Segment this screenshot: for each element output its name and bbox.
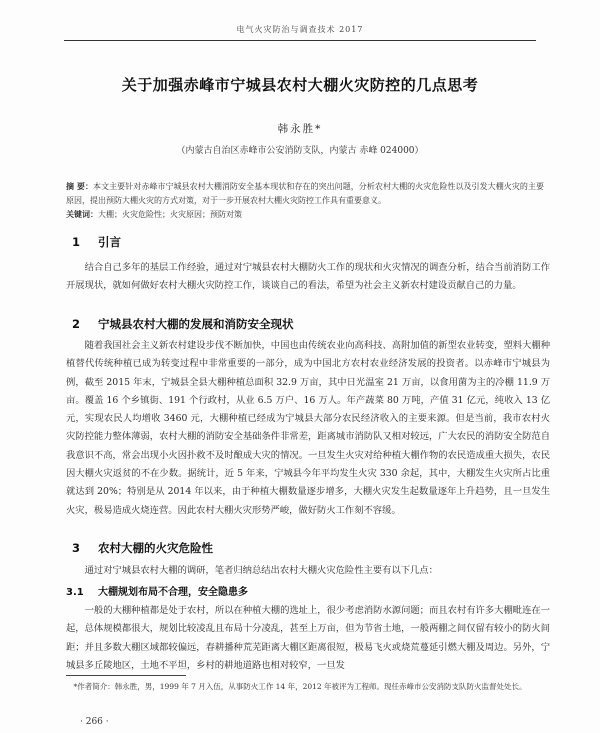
- author-name: 韩永胜*: [277, 123, 323, 135]
- subsection-heading-3-1: 3.1 大棚规划布局不合理，安全隐患多: [66, 587, 248, 598]
- paragraph-intro: 结合自己多年的基层工作经验，通过对宁城县农村大棚防火工作的现状和火灾情况的调查分析，结合当前消防工作开展现状，就如何做好农村大棚火灾防控工作，谈谈自己的看法，希望为社会主义新农村建设贡献自己的力量。: [66, 262, 550, 292]
- running-header: 电气火灾防治与调查技术 2017: [236, 25, 364, 34]
- abstract-label: 摘 要：: [66, 182, 94, 191]
- paragraph-danger-intro: 通过对宁城县农村大棚的调研，笔者归纳总结出农村大棚火灾危险性主要有以下几点：: [84, 565, 438, 576]
- author-affiliation: （内蒙古自治区赤峰市公安消防支队，内蒙古 赤峰 024000）: [176, 146, 424, 156]
- paragraph-status: 随着我国社会主义新农村建设步伐不断加快，中国也由传统农业向高科技、高附加值的新型农业转变，塑料大棚种植替代传统种植已成为转变过程中非常重要的一部分，成为中国北方农村农业经济发展的投资者。以赤峰市宁城县为例，截至 2015 年末，宁城县全县大棚种植总面积 32.9 万亩，其中日光温室 21 万亩，以食用菌为主的冷棚 11.9 万亩。覆盖 16 个乡镇街、191 个行政村，从业 6.5 万户、16 万人。年产蔬菜 80 万吨，产值 31 亿元，纯收入 13 亿元，实现农民人均增收 3460 元，大棚种植已经成为宁城县大部分农民经济收入的主要来源。但是当前，我市农村火灾防控能力整体薄弱，农村大棚的消防安全基础条件非常差，距离城市消防队又相对较远，广大农民的消防安全防范自我意识不高，常会出现小火因扑救不及时酿成大灾的情况。一旦发生火灾对给种植大棚作物的农民造成重大损失，农民因大棚火灾返贫的不在少数。据统计，近 5 年来，宁城县今年平均发生火灾 330 余起，其中，大棚发生火灾所占比重就达到 20%；特别是从 2014 年以来，由于种植大棚数量逐步增多，大棚火灾发生起数量逐年上升趋势，且一旦发生火灾，极易造成火烧连营。因此农村大棚火灾形势严峻，做好防火工作刻不容缓。: [66, 340, 550, 516]
- section-heading-2: 2 宁城县农村大棚的发展和消防安全现状: [72, 317, 294, 331]
- keywords: [66, 209, 544, 220]
- keywords-text: 大棚；火灾危险性；火灾原因；预防对策: [98, 210, 242, 219]
- article-title: 关于加强赤峰市宁城县农村大棚火灾防控的几点思考: [121, 76, 479, 94]
- section-heading-3: 3 农村大棚的火灾危险性: [72, 541, 213, 555]
- footnote-rule: [66, 675, 186, 676]
- section-heading-1: 1 引言: [72, 235, 121, 249]
- keywords-label: 关键词：: [66, 210, 98, 219]
- header-rule: [64, 40, 536, 41]
- author-footnote: *作者简介：韩永胜，男，1999 年 7 月入伍，从事防火工作 14 年，2012 年被评为工程师。现任赤峰市公安消防支队防火监督处处长。: [73, 682, 527, 691]
- abstract: [66, 180, 544, 208]
- paragraph-layout: 一般的大棚种植都是处于农村，所以在种植大棚的选址上，很少考虑消防水源问题；而且农村有许多大棚毗连在一起，总体规模都很大，规划比较凌乱且布局十分凌乱，甚至上万亩，但为节省土地，一般两棚之间仅留有较小的防火间距；并且多数大棚区域都较偏远，春耕播种荒芜距离大棚区距离很短，极易飞火或烧荒蔓延引燃大棚及周边。另外，宁城县多丘陵地区，土地不平坦，乡村的耕地道路也相对较窄，一旦发: [66, 605, 550, 671]
- abstract-text: 本文主要针对赤峰市宁城县农村大棚消防安全基本现状和存在的突出问题，分析农村大棚的火灾危险性以及引发大棚火灾的主要原因，提出预防大棚火灾的方式对策，对于一步开展农村大棚火灾防控工作具有重要意义。: [66, 182, 544, 205]
- page-number: · 266 ·: [80, 717, 109, 727]
